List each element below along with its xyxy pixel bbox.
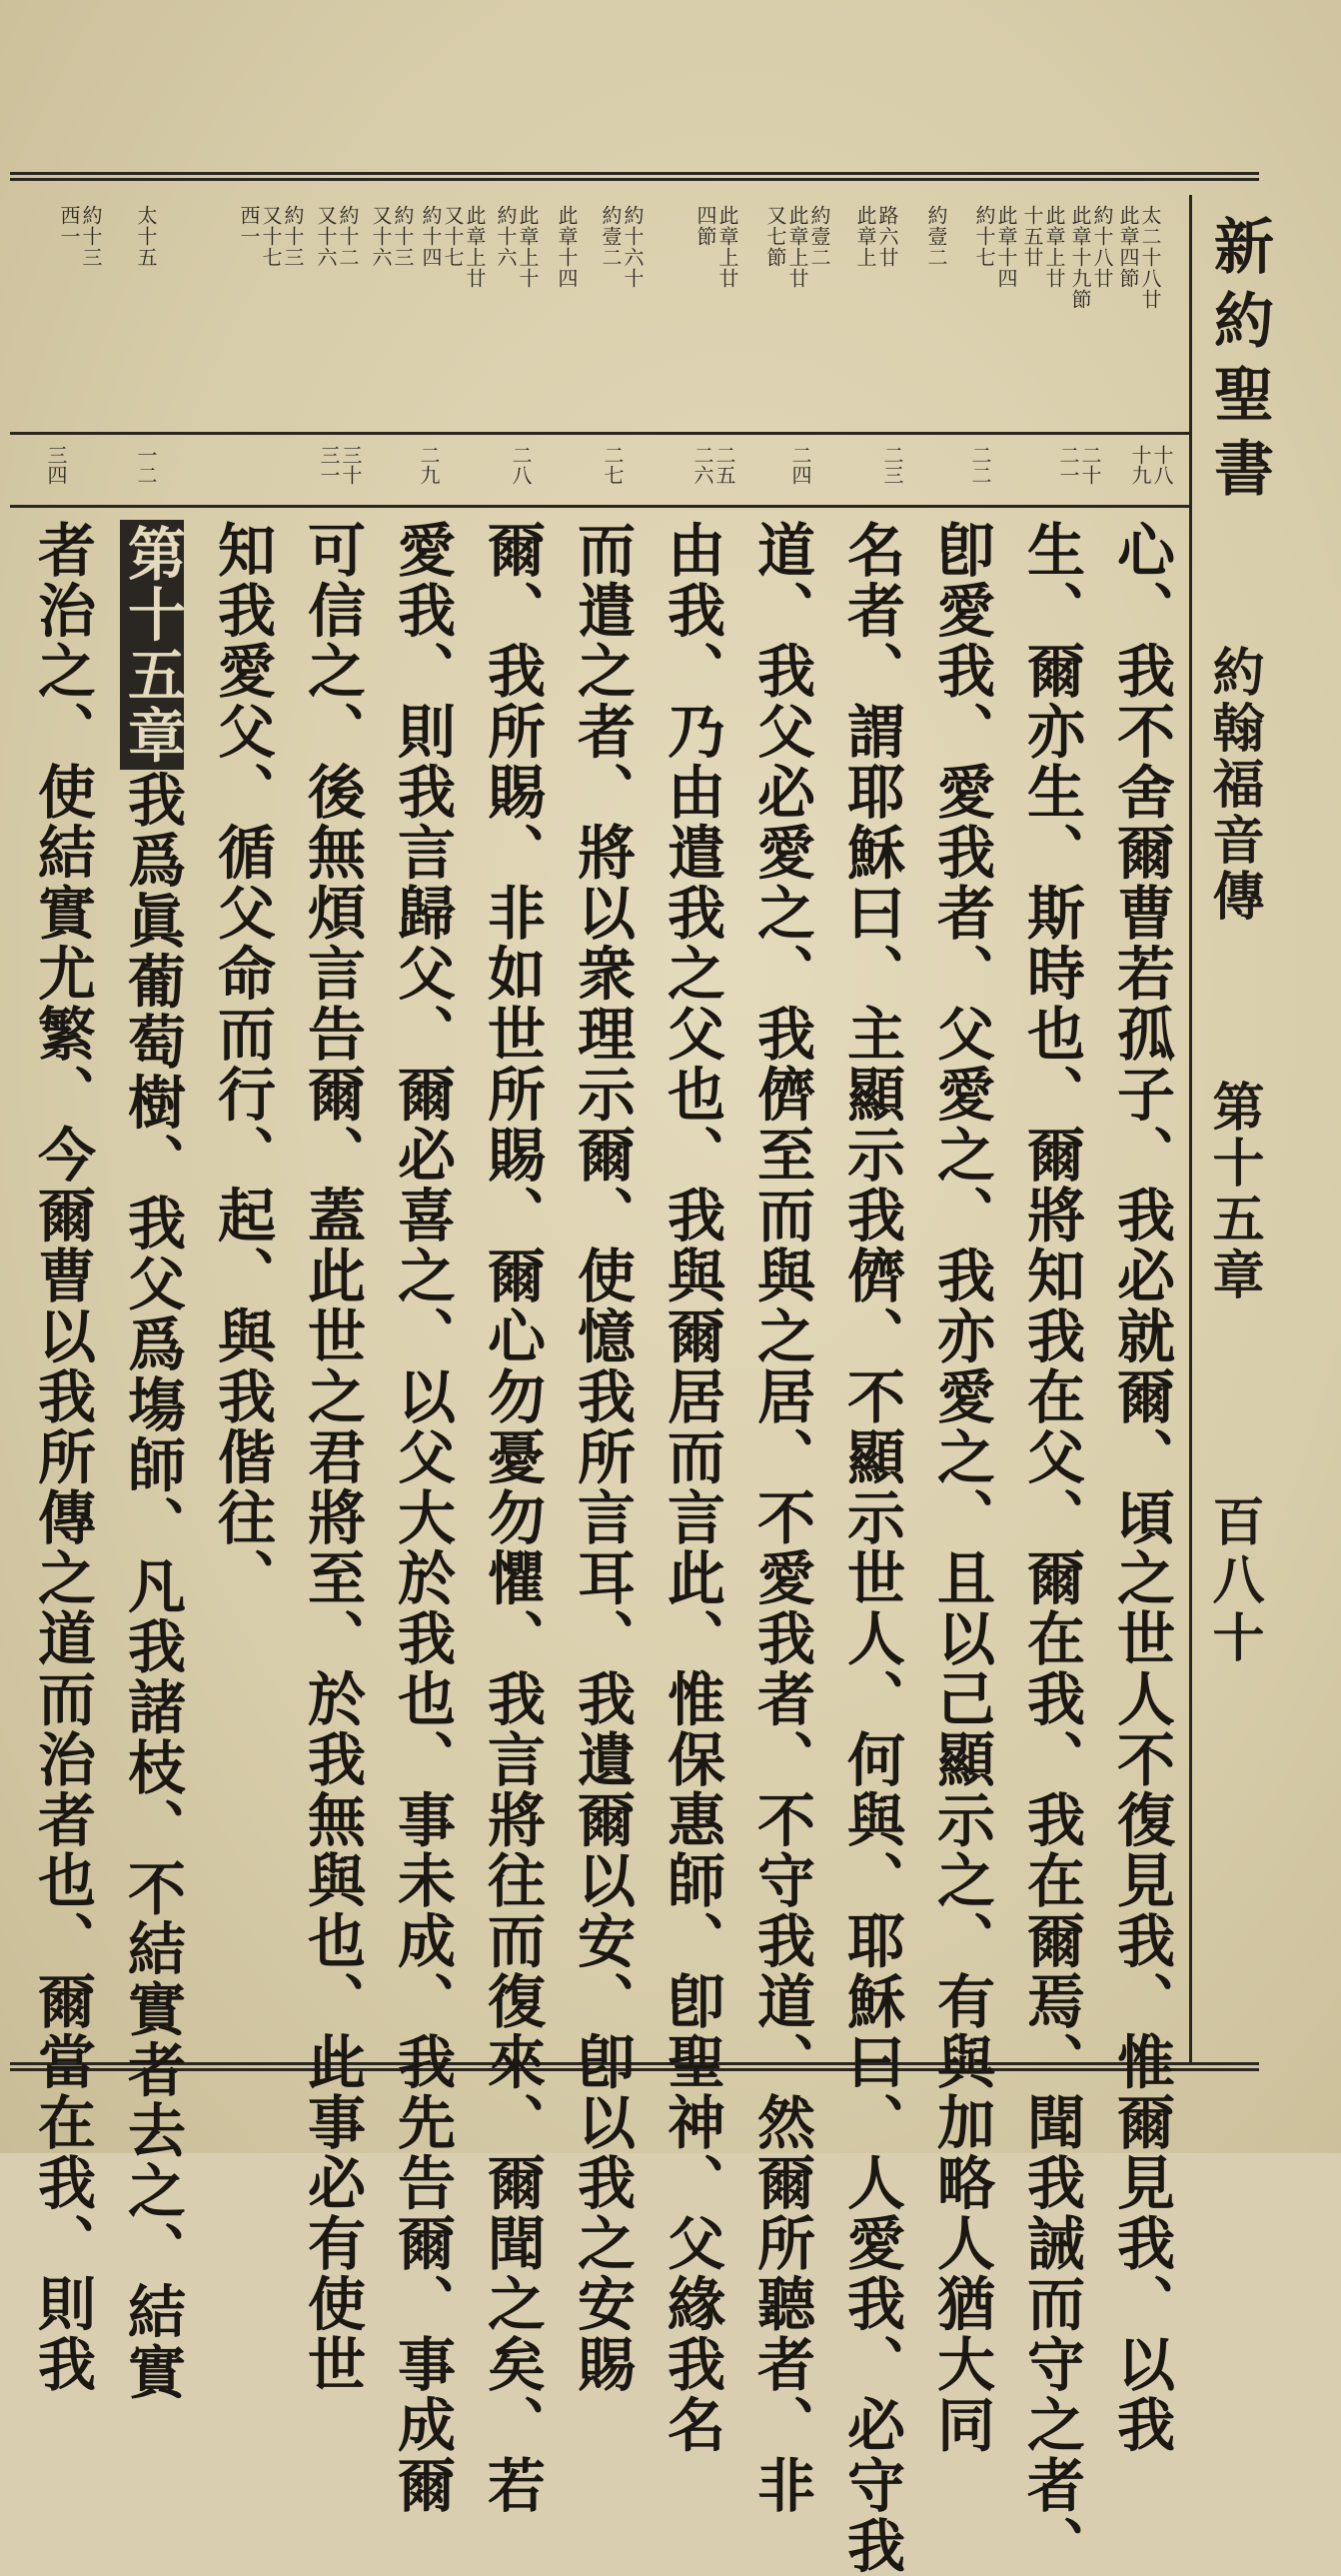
- book-title: 約翰福音傳: [1203, 645, 1264, 925]
- text-column: 道、我父必愛之、我儕至而與之居、不愛我者、不守我道、然爾所聽者、非: [747, 520, 815, 2516]
- reference-note: 路六廿 此章上: [853, 205, 899, 268]
- reference-note: 約十三 又十七 西一: [237, 205, 305, 268]
- text-column: 由我、乃由遣我之父也、我與爾居而言此、惟保惠師、卽聖神、父緣我名: [658, 520, 725, 2455]
- verse-numbers: [20, 445, 1184, 500]
- reference-note: 約壹二: [924, 205, 948, 268]
- chapter-title: 第十五章: [1203, 1080, 1264, 1303]
- verse-number: 二五二六: [690, 445, 736, 485]
- verse-number: 二四: [788, 445, 812, 485]
- text-column: 而遣之者、將以衆理示爾、使憶我所言耳、我遺爾以安、卽以我之安賜: [568, 520, 636, 2395]
- text-column: 生、爾亦生、斯時也、爾將知我在父、爾在我、我在爾焉、聞我誡而守之者、: [1017, 520, 1085, 2576]
- verse-number: 三四: [44, 445, 68, 485]
- text-column: 卽愛我、愛我者、父愛之、我亦愛之、且以己顯示之、有與加略人猶大同: [927, 520, 995, 2455]
- reference-note: 約十三 西一: [57, 205, 103, 268]
- text-column: 知我愛父、循父命而行、起、與我偕往、: [208, 520, 276, 1608]
- text-column: 心、我不舍爾曹若孤子、我必就爾、頃之世人不復見我、惟爾見我、以我: [1107, 520, 1175, 2455]
- verse-number: 一二: [134, 445, 158, 485]
- text-column: 者治之、使結實尤繁、今爾曹以我所傳之道而治者也、爾當在我、則我: [28, 520, 96, 2395]
- text-column-chapter-start: [120, 520, 184, 2403]
- chapter-start-text: 我爲眞葡萄樹、我父爲塲師、凡我諸枝、不結實者去之、結實: [118, 770, 186, 2403]
- verse-number: 十八十九: [1128, 445, 1174, 485]
- reference-note: 約壹二 此章上廿 又七節: [763, 205, 831, 289]
- verse-number: 二九: [417, 445, 441, 485]
- cross-references: [20, 205, 1184, 427]
- bible-title: 新約聖書: [1204, 215, 1274, 511]
- reference-note: 約十二 又十六: [314, 205, 360, 268]
- text-column: 名者、謂耶穌曰、主顯示我儕、不顯示世人、何與、耶穌曰、人愛我、必守我: [837, 520, 905, 2576]
- reference-note: 此章上廿 四節: [693, 205, 739, 289]
- reference-note: 約十三 又十六: [369, 205, 415, 268]
- reference-note: 約十六十 約壹二: [599, 205, 645, 289]
- main-text: [20, 520, 1184, 2576]
- reference-note: 約十八廿 此章十九節: [1068, 205, 1114, 310]
- reference-divider: [10, 432, 1189, 435]
- verse-number-divider: [10, 505, 1189, 508]
- reference-note: 太十五: [134, 205, 158, 268]
- chapter-label: 第十五章: [120, 520, 184, 770]
- verse-number: 三十三一: [317, 445, 363, 485]
- page-number: 百八十: [1203, 1494, 1264, 1668]
- reference-note: 此章上十 約十六: [494, 205, 540, 289]
- verse-number: 二三: [880, 445, 904, 485]
- text-column: 愛我、則我言歸父、爾必喜之、以父大於我也、事未成、我先告爾、事成爾: [388, 520, 456, 2516]
- verse-number: 二七: [601, 445, 625, 485]
- verse-number: 二十二一: [1056, 445, 1102, 485]
- header-column: [1189, 195, 1274, 2064]
- verse-number: 二八: [509, 445, 533, 485]
- reference-note: 此章十四: [555, 205, 579, 289]
- text-column: 可信之、後無煩言告爾、蓋此世之君將至、於我無與也、此事必有使世: [298, 520, 366, 2395]
- reference-note: 太二十八廿 此章四節: [1116, 205, 1162, 310]
- reference-note: 此章上廿 又十七 約十四: [419, 205, 487, 289]
- text-column: 爾、我所賜、非如世所賜、爾心勿憂勿懼、我言將往而復來、爾聞之矣、若: [478, 520, 546, 2516]
- reference-note: 此章十四 約十七: [972, 205, 1018, 289]
- verse-number: 二二: [968, 445, 992, 485]
- reference-note: 此章上廿 十五廿: [1020, 205, 1066, 289]
